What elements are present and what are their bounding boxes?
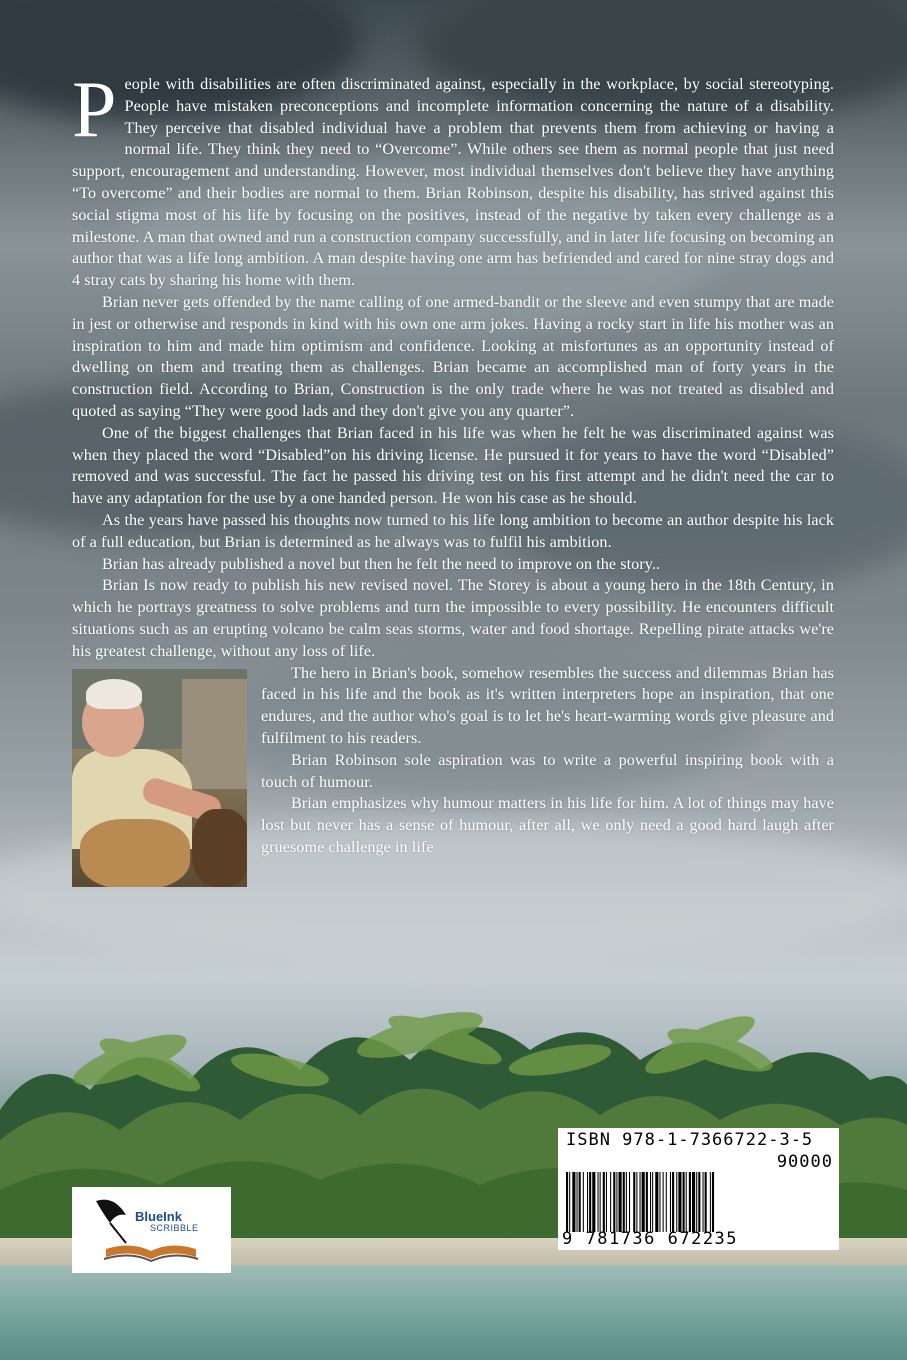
barcode-bar xyxy=(636,1172,637,1232)
barcode-bar xyxy=(712,1172,714,1232)
sea-water xyxy=(0,1265,907,1360)
drop-cap: P xyxy=(72,66,117,154)
barcode-bar xyxy=(606,1172,607,1232)
ean-digits: 9 781736 672235 xyxy=(562,1229,739,1249)
photo-dog xyxy=(80,819,190,887)
back-cover-blurb xyxy=(72,66,834,891)
barcode-bar xyxy=(689,1172,691,1232)
barcode-bars xyxy=(566,1172,832,1232)
barcode-bar xyxy=(646,1172,648,1232)
barcode-bar xyxy=(589,1172,591,1232)
barcode-bar xyxy=(642,1172,645,1232)
barcode-bar xyxy=(666,1172,667,1232)
barcode-bar xyxy=(626,1172,627,1232)
publisher-name: BlueInk xyxy=(135,1209,182,1224)
barcode-bar xyxy=(623,1172,625,1232)
blurb-paragraph: Brian has already published a novel but then he felt the need to improve on the story.. xyxy=(102,554,661,573)
barcode-bar xyxy=(619,1172,622,1232)
blurb-paragraph: One of the biggest challenges that Brian faced in his life was when he felt he was discriminated against was when they placed the word “Disabled”on his driving license. He pursued it for years to have the word “Disabled” removed and was successful. The fact he passed his driving test on his first attempt and he didn't need the car to have any adaptation for the use by a one handed person. He won his case as he should. xyxy=(72,423,834,508)
price-code: 90000 xyxy=(776,1152,833,1172)
barcode-bar xyxy=(703,1172,704,1232)
barcode-bar xyxy=(670,1172,671,1232)
barcode-bar xyxy=(603,1172,605,1232)
barcode-bar xyxy=(686,1172,687,1232)
barcode-bar xyxy=(640,1172,641,1232)
barcode-bar xyxy=(633,1172,635,1232)
barcode-bar xyxy=(655,1172,658,1232)
blurb-paragraph: Brian Is now ready to publish his new revised novel. The Storey is about a young hero in the 18th Century, in which he portrays greatness to solve problems and turn the impossible to every possibility. He encounters difficult situations such as an erupting volcano be calm seas storms, water and food shortage. Repelling pirate attacks we're his greatest challenge, without any loss of life. xyxy=(72,576,834,660)
blurb-paragraph: Brian Robinson sole aspiration was to write a powerful inspiring book with a touch of humour. xyxy=(261,750,834,791)
barcode-bar xyxy=(710,1172,711,1232)
barcode-bar xyxy=(583,1172,584,1232)
barcode-bar xyxy=(616,1172,617,1232)
barcode-bar xyxy=(672,1172,674,1232)
barcode-bar xyxy=(587,1172,588,1232)
barcode-bar xyxy=(676,1172,677,1232)
barcode-bar xyxy=(698,1172,700,1232)
publisher-logo xyxy=(72,1187,231,1273)
barcode-bar xyxy=(678,1172,681,1232)
barcode-bar xyxy=(610,1172,611,1232)
barcode-bar xyxy=(569,1172,570,1232)
barcode-bar xyxy=(629,1172,630,1232)
barcode-bar xyxy=(663,1172,664,1232)
barcode-bar xyxy=(600,1172,601,1232)
barcode-bar xyxy=(692,1172,695,1232)
barcode-bar xyxy=(579,1172,581,1232)
barcode-bar xyxy=(566,1172,568,1232)
blurb-paragraph: Brian never gets offended by the name calling of one armed-bandit or the sleeve and even stumpy that are made in jest or otherwise and responds in kind with his own one arm jokes. Having a rocky start in life his mother was an inspiration to him and made him optimism and confidence. Looking at misfortunes as an opportunity instead of dwelling on them and treating them as challenges. Brian became an accomplished man of forty years in the construction field. According to Brian, Construction is the only trade where he was not treated as disabled and quoted as saying “They were good lads and they don't give you any quarter”. xyxy=(72,292,834,420)
blurb-paragraph-text: eople with disabilities are often discriminated against, especially in the workplace, by social stereotyping. People have mistaken preconceptions and incomplete information concerning the nature of a disability. They perceive that disabled individual have a problem that prevents them from achieving or having a normal life. They think they need to “Overcome”. While others see them as normal people that just need support, encouragement and understanding. However, most individual themselves don't believe they have anything “To overcome” and their bodies are normal to them. Brian Robinson, despite his disability, has strived against this social stigma most of his life by focusing on the positives, instead of the negative by taken every challenge as a milestone. A man that owned and run a construction company successfully, and in later life focusing on becoming an author that was a life long ambition. A man despite having one arm has befriended and cared for nine stray dogs and 4 stray cats by sharing his home with them. xyxy=(72,75,834,290)
blurb-paragraph: As the years have passed his thoughts now turned to his life long ambition to become an author despite his lack of a full education, but Brian is determined as he always was to fulfil his ambition. xyxy=(72,510,834,551)
barcode-bar xyxy=(683,1172,685,1232)
barcode-bar xyxy=(659,1172,660,1232)
isbn-label: ISBN 978-1-7366722-3-5 xyxy=(566,1130,814,1150)
barcode-bar xyxy=(572,1172,575,1232)
barcode-bar xyxy=(613,1172,615,1232)
barcode-bar xyxy=(650,1172,651,1232)
blurb-paragraph: Brian emphasizes why humour matters in his life for him. A lot of things may have lost but never has a sense of humour, after all, we only need a good hard laugh after gruesome challenge in life xyxy=(261,794,834,856)
barcode-bar xyxy=(577,1172,578,1232)
isbn-barcode xyxy=(558,1128,839,1250)
barcode-bar xyxy=(696,1172,697,1232)
publisher-sub: SCRIBBLE xyxy=(150,1223,199,1233)
barcode-bar xyxy=(652,1172,653,1232)
blurb-paragraph xyxy=(72,66,834,292)
barcode-bar xyxy=(598,1172,599,1232)
photo-hair xyxy=(86,679,142,709)
barcode-bar xyxy=(705,1172,707,1232)
author-photo xyxy=(72,669,247,887)
blurb-paragraph: The hero in Brian's book, somehow resembles the success and dilemmas Brian has faced in his life and the book as it's written interpreters hope an inspiration, that one endures, and the author who's goal is to let he's heart-warming words give pleasure and fulfilment to his readers. xyxy=(261,663,834,747)
photo-dog xyxy=(192,809,247,887)
barcode-bar xyxy=(592,1172,595,1232)
photo-wall xyxy=(182,679,247,789)
